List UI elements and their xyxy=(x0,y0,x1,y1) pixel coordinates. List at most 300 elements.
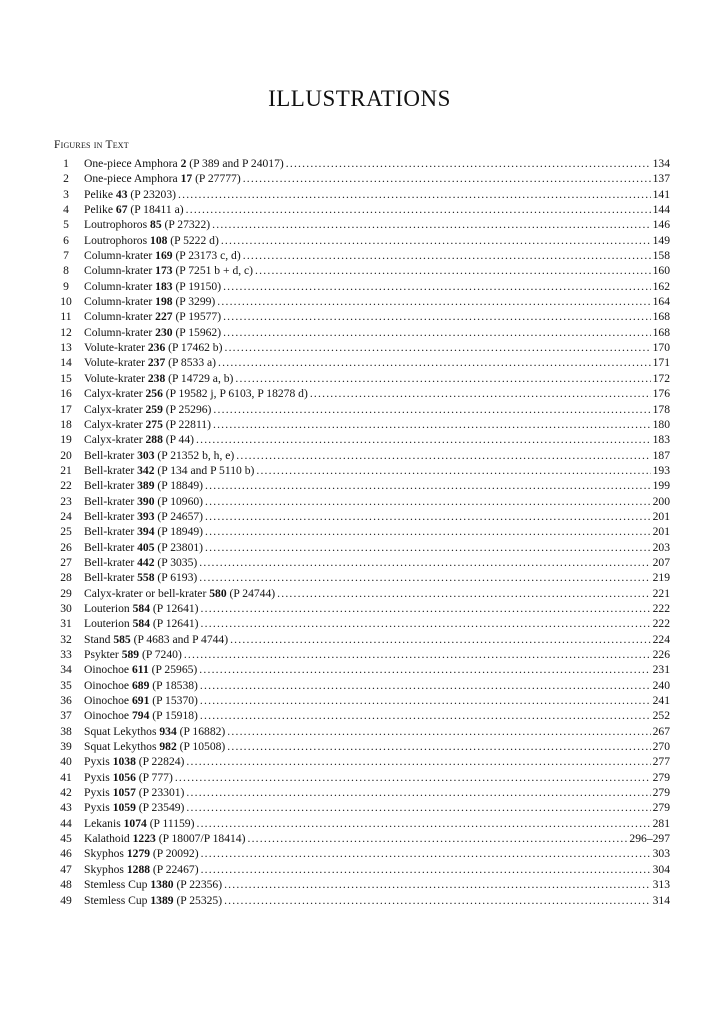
figure-number: 6 xyxy=(63,233,69,247)
dot-leader xyxy=(186,800,650,815)
vase-type: Louterion xyxy=(84,617,133,631)
figure-caption xyxy=(78,309,221,324)
inventory-number: (P 23301) xyxy=(135,786,185,800)
inventory-number: (P 19577) xyxy=(172,310,222,324)
catalogue-number: 1279 xyxy=(126,847,151,861)
page-number: 162 xyxy=(652,279,670,293)
dot-leader xyxy=(224,893,651,908)
figure-number: 29 xyxy=(60,586,72,600)
figure-caption xyxy=(78,371,233,386)
list-item xyxy=(54,340,670,355)
vase-type: Volute-krater xyxy=(84,371,148,385)
list-item xyxy=(54,739,670,754)
catalogue-number: 584 xyxy=(132,617,151,631)
dot-leader xyxy=(255,263,651,278)
figure-caption xyxy=(78,417,211,432)
page-number: 141 xyxy=(652,187,670,201)
dot-leader xyxy=(201,846,651,861)
inventory-number: (P 7251 b + d, c) xyxy=(172,264,254,278)
vase-type: Bell-krater xyxy=(84,494,138,508)
page-number: 270 xyxy=(652,740,670,754)
list-item xyxy=(54,325,670,340)
list-item xyxy=(54,187,670,202)
page-number: 207 xyxy=(652,555,670,569)
list-item xyxy=(54,877,670,892)
figure-caption xyxy=(78,448,234,463)
inventory-number: (P 21352 b, h, e) xyxy=(154,448,235,462)
vase-type: Skyphos xyxy=(84,862,127,876)
list-item xyxy=(54,263,670,278)
vase-type: One-piece Amphora xyxy=(84,172,181,186)
dot-leader xyxy=(205,540,651,555)
page-number: 313 xyxy=(652,878,670,892)
list-item xyxy=(54,171,670,186)
page-number: 144 xyxy=(652,203,670,217)
vase-type: Pyxis xyxy=(84,786,113,800)
figure-number: 35 xyxy=(60,678,72,692)
vase-type: Bell-krater xyxy=(84,540,138,554)
catalogue-number: 390 xyxy=(137,494,155,508)
catalogue-number: 1059 xyxy=(112,801,136,815)
catalogue-number: 17 xyxy=(180,172,193,186)
catalogue-number: 934 xyxy=(159,724,177,738)
catalogue-number: 389 xyxy=(137,479,155,493)
page-number: 158 xyxy=(652,249,670,263)
inventory-number: (P 18007/P 18414) xyxy=(155,832,246,846)
vase-type: Column-krater xyxy=(84,310,156,324)
list-item xyxy=(54,448,670,463)
page-number: 279 xyxy=(652,786,670,800)
catalogue-number: 982 xyxy=(159,740,177,754)
vase-type: Oinochoe xyxy=(84,709,132,723)
dot-leader xyxy=(224,340,650,355)
list-item xyxy=(54,279,670,294)
list-item xyxy=(54,524,670,539)
figure-number: 30 xyxy=(60,601,72,615)
page-number: 168 xyxy=(652,325,670,339)
page-number: 222 xyxy=(652,617,670,631)
figure-number: 46 xyxy=(60,847,72,861)
figure-number: 2 xyxy=(63,172,69,186)
catalogue-number: 580 xyxy=(209,586,227,600)
figure-number: 48 xyxy=(60,878,72,892)
figure-caption xyxy=(78,678,198,693)
figure-number: 31 xyxy=(60,617,72,631)
figure-caption xyxy=(78,831,245,846)
vase-type: Bell-krater xyxy=(84,509,138,523)
figure-number: 9 xyxy=(63,279,69,293)
list-item xyxy=(54,616,670,631)
figure-caption xyxy=(78,601,199,616)
list-item xyxy=(54,417,670,432)
page-number: 296–297 xyxy=(629,832,670,846)
page-number: 314 xyxy=(652,893,670,907)
list-item xyxy=(54,601,670,616)
figure-number: 4 xyxy=(63,203,69,217)
page-number: 178 xyxy=(652,402,670,416)
inventory-number: (P 16882) xyxy=(176,724,226,738)
dot-leader xyxy=(227,724,650,739)
figure-number: 33 xyxy=(60,648,72,661)
page-number: 149 xyxy=(652,233,670,247)
figure-caption xyxy=(78,739,225,754)
figure-caption xyxy=(78,248,241,263)
inventory-number: (P 18411 a) xyxy=(127,203,184,217)
figure-number: 19 xyxy=(60,433,72,447)
dot-leader xyxy=(199,555,650,570)
page-number: 187 xyxy=(652,448,670,462)
figure-number: 8 xyxy=(63,264,69,278)
vase-type: Stemless Cup xyxy=(84,893,151,907)
catalogue-number: 108 xyxy=(150,233,168,247)
figure-number: 41 xyxy=(60,770,72,784)
figure-number: 7 xyxy=(63,249,69,263)
catalogue-number: 585 xyxy=(113,632,131,646)
figure-number: 21 xyxy=(60,463,72,477)
catalogue-number: 1057 xyxy=(112,786,136,800)
page-number: 222 xyxy=(652,601,670,615)
dot-leader xyxy=(224,877,651,892)
figure-caption xyxy=(78,877,222,892)
vase-type: Bell-krater xyxy=(84,555,138,569)
page-number: 176 xyxy=(652,387,670,401)
page-number: 170 xyxy=(652,341,670,355)
list-item xyxy=(54,586,670,601)
page-number: 134 xyxy=(652,157,670,170)
dot-leader xyxy=(212,217,650,232)
dot-leader xyxy=(200,678,651,693)
dot-leader xyxy=(178,187,651,202)
figure-caption xyxy=(78,432,194,447)
vase-type: Squat Lekythos xyxy=(84,724,160,738)
inventory-number: (P 4683 and P 4744) xyxy=(130,632,229,646)
page-number: 240 xyxy=(652,678,670,692)
dot-leader xyxy=(247,831,627,846)
vase-type: Column-krater xyxy=(84,279,156,293)
figure-caption xyxy=(78,478,203,493)
catalogue-number: 237 xyxy=(147,356,166,370)
catalogue-number: 1074 xyxy=(123,816,147,830)
figure-number: 24 xyxy=(60,509,72,523)
list-item xyxy=(54,754,670,769)
vase-type: Column-krater xyxy=(84,249,156,263)
figure-number: 10 xyxy=(60,295,72,309)
catalogue-number: 183 xyxy=(155,279,173,293)
inventory-number: (P 22824) xyxy=(135,755,185,769)
catalogue-number: 238 xyxy=(147,371,166,385)
inventory-number: (P 22811) xyxy=(162,417,211,431)
page-number: 183 xyxy=(652,433,670,447)
catalogue-number: 393 xyxy=(137,509,155,523)
vase-type: Loutrophoros xyxy=(84,233,151,247)
dot-leader xyxy=(243,248,651,263)
list-item xyxy=(54,893,670,908)
inventory-number: (P 25325) xyxy=(173,893,223,907)
catalogue-number: 1288 xyxy=(126,862,151,876)
list-item xyxy=(54,662,670,677)
inventory-number: (P 134 and P 5110 b) xyxy=(154,463,255,477)
vase-type: Loutrophoros xyxy=(84,218,151,232)
list-item xyxy=(54,432,670,447)
list-item xyxy=(54,632,670,647)
vase-type: Calyx-krater or bell-krater xyxy=(84,586,210,600)
vase-type: Oinochoe xyxy=(84,663,132,677)
list-item xyxy=(54,478,670,493)
inventory-number: (P 3035) xyxy=(154,555,198,569)
page-number: 203 xyxy=(652,540,670,554)
figure-caption xyxy=(78,632,228,647)
dot-leader xyxy=(217,294,650,309)
list-item xyxy=(54,494,670,509)
figure-caption xyxy=(78,662,197,677)
figure-number: 40 xyxy=(60,755,72,769)
inventory-number: (P 12641) xyxy=(150,601,199,615)
dot-leader xyxy=(223,325,651,340)
figure-number: 44 xyxy=(60,816,72,830)
vase-type: Pelike xyxy=(84,203,116,217)
dot-leader xyxy=(218,355,651,370)
page-number: 267 xyxy=(652,724,670,738)
figure-caption xyxy=(78,785,184,800)
vase-type: Stemless Cup xyxy=(84,878,151,892)
page-number: 137 xyxy=(652,172,670,186)
vase-type: Kalathoid xyxy=(84,832,133,846)
figure-caption xyxy=(78,846,199,861)
figure-caption xyxy=(78,540,203,555)
figure-number: 17 xyxy=(60,402,72,416)
catalogue-number: 230 xyxy=(155,325,173,339)
page-number: 160 xyxy=(652,264,670,278)
figure-caption xyxy=(78,171,241,186)
figure-number: 12 xyxy=(60,325,72,339)
figure-number: 16 xyxy=(60,387,72,401)
list-item xyxy=(54,402,670,417)
catalogue-number: 611 xyxy=(131,663,149,677)
catalogue-number: 1056 xyxy=(112,770,136,784)
figure-caption xyxy=(78,156,284,171)
figure-number: 36 xyxy=(60,694,72,708)
figure-number: 25 xyxy=(60,525,72,539)
vase-type: Volute-krater xyxy=(84,356,148,370)
dot-leader xyxy=(236,448,650,463)
list-item xyxy=(54,708,670,723)
figure-caption xyxy=(78,616,199,631)
figure-number: 5 xyxy=(63,218,69,232)
inventory-number: (P 20092) xyxy=(150,847,199,861)
inventory-number: (P 3299) xyxy=(172,295,216,309)
dot-leader xyxy=(196,816,650,831)
page-number: 226 xyxy=(652,648,670,661)
vase-type: Pyxis xyxy=(84,801,113,815)
catalogue-number: 85 xyxy=(150,218,162,232)
vase-type: Bell-krater xyxy=(84,479,138,493)
figure-number: 1 xyxy=(63,157,69,170)
dot-leader xyxy=(256,463,650,478)
catalogue-number: 1389 xyxy=(150,893,174,907)
list-item xyxy=(54,156,670,171)
inventory-number: (P 27322) xyxy=(161,218,211,232)
catalogue-number: 589 xyxy=(121,648,140,661)
inventory-number: (P 18849) xyxy=(154,479,204,493)
page-number: 193 xyxy=(652,463,670,477)
page-number: 252 xyxy=(652,709,670,723)
page-number: 201 xyxy=(652,509,670,523)
figure-caption xyxy=(78,463,254,478)
figure-caption xyxy=(78,494,203,509)
figure-number: 23 xyxy=(60,494,72,508)
inventory-number: (P 23549) xyxy=(135,801,185,815)
figure-caption xyxy=(78,586,275,601)
page-number: 164 xyxy=(652,295,670,309)
catalogue-number: 691 xyxy=(131,694,150,708)
figure-number: 22 xyxy=(60,479,72,493)
page-number: 171 xyxy=(652,356,670,370)
catalogue-number: 1038 xyxy=(112,755,136,769)
list-item xyxy=(54,294,670,309)
dot-leader xyxy=(175,770,651,785)
figure-number: 3 xyxy=(63,187,69,201)
figure-caption xyxy=(78,647,182,662)
vase-type: Pyxis xyxy=(84,755,113,769)
list-item xyxy=(54,371,670,386)
catalogue-number: 227 xyxy=(155,310,173,324)
list-item xyxy=(54,202,670,217)
figure-number: 26 xyxy=(60,540,72,554)
list-item xyxy=(54,816,670,831)
figure-caption xyxy=(78,217,210,232)
vase-type: Calyx-krater xyxy=(84,433,146,447)
catalogue-number: 288 xyxy=(145,433,163,447)
vase-type: Column-krater xyxy=(84,295,156,309)
inventory-number: (P 22467) xyxy=(150,862,199,876)
page-number: 281 xyxy=(652,816,670,830)
figure-number: 45 xyxy=(60,832,72,846)
inventory-number: (P 19150) xyxy=(172,279,222,293)
figure-caption xyxy=(78,570,197,585)
vase-type: Skyphos xyxy=(84,847,127,861)
inventory-number: (P 44) xyxy=(162,433,195,447)
figure-number: 14 xyxy=(60,356,72,370)
list-item xyxy=(54,770,670,785)
figure-caption xyxy=(78,693,198,708)
figure-number: 37 xyxy=(60,709,72,723)
figure-caption xyxy=(78,386,308,401)
vase-type: Lekanis xyxy=(84,816,124,830)
inventory-number: (P 11159) xyxy=(146,816,195,830)
inventory-number: (P 6193) xyxy=(154,571,198,585)
figure-caption xyxy=(78,770,173,785)
vase-type: Squat Lekythos xyxy=(84,740,160,754)
catalogue-number: 794 xyxy=(131,709,150,723)
figure-caption xyxy=(78,509,203,524)
dot-leader xyxy=(213,417,651,432)
catalogue-number: 43 xyxy=(115,187,128,201)
vase-type: Column-krater xyxy=(84,325,156,339)
figure-number: 28 xyxy=(60,571,72,585)
dot-leader xyxy=(223,309,651,324)
dot-leader xyxy=(200,693,651,708)
figure-caption xyxy=(78,800,184,815)
figure-number: 39 xyxy=(60,740,72,754)
figure-caption xyxy=(78,524,203,539)
inventory-number: (P 27777) xyxy=(192,172,241,186)
page-title: ILLUSTRATIONS xyxy=(268,86,451,111)
dot-leader xyxy=(184,647,651,662)
vase-type: Column-krater xyxy=(84,264,156,278)
inventory-number: (P 15962) xyxy=(172,325,222,339)
list-item xyxy=(54,509,670,524)
dot-leader xyxy=(235,371,650,386)
inventory-number: (P 23801) xyxy=(154,540,204,554)
catalogue-number: 1223 xyxy=(132,832,156,846)
dot-leader xyxy=(221,233,651,248)
figure-caption xyxy=(78,233,219,248)
catalogue-number: 689 xyxy=(131,678,150,692)
page-number: 180 xyxy=(652,417,670,431)
inventory-number: (P 17462 b) xyxy=(165,341,223,355)
catalogue-number: 342 xyxy=(137,463,155,477)
catalogue-number: 303 xyxy=(137,448,155,462)
page-number: 200 xyxy=(652,494,670,508)
inventory-number: (P 10508) xyxy=(176,740,226,754)
inventory-number: (P 15918) xyxy=(149,709,198,723)
catalogue-number: 169 xyxy=(155,249,173,263)
inventory-number: (P 389 and P 24017) xyxy=(186,157,284,170)
inventory-number: (P 18949) xyxy=(154,525,204,539)
inventory-number: (P 19582 j, P 6103, P 18278 d) xyxy=(162,387,308,401)
vase-type: Louterion xyxy=(84,601,133,615)
figure-caption xyxy=(78,402,211,417)
list-item xyxy=(54,846,670,861)
page-number: 279 xyxy=(652,770,670,784)
figure-number: 20 xyxy=(60,448,72,462)
inventory-number: (P 5222 d) xyxy=(167,233,219,247)
list-item xyxy=(54,217,670,232)
figure-caption xyxy=(78,325,221,340)
list-item xyxy=(54,724,670,739)
figure-number: 18 xyxy=(60,417,72,431)
inventory-number: (P 18538) xyxy=(149,678,198,692)
section-heading: Figures in Text xyxy=(54,139,129,151)
vase-type: Bell-krater xyxy=(84,448,138,462)
catalogue-number: 2 xyxy=(180,157,187,170)
inventory-number: (P 14729 a, b) xyxy=(165,371,234,385)
page-number: 224 xyxy=(652,632,670,646)
inventory-number: (P 25965) xyxy=(148,663,198,677)
page-number: 304 xyxy=(652,862,670,876)
vase-type: Oinochoe xyxy=(84,678,132,692)
figure-number: 15 xyxy=(60,371,72,385)
inventory-number: (P 777) xyxy=(135,770,173,784)
list-item xyxy=(54,309,670,324)
list-item xyxy=(54,693,670,708)
list-item xyxy=(54,678,670,693)
catalogue-number: 67 xyxy=(115,203,128,217)
inventory-number: (P 24744) xyxy=(226,586,276,600)
dot-leader xyxy=(205,494,651,509)
vase-type: Volute-krater xyxy=(84,341,148,355)
dot-leader xyxy=(205,524,651,539)
figure-caption xyxy=(78,816,194,831)
catalogue-number: 442 xyxy=(137,555,155,569)
dot-leader xyxy=(230,632,651,647)
inventory-number: (P 8533 a) xyxy=(165,356,217,370)
list-item xyxy=(54,355,670,370)
dot-leader xyxy=(196,432,651,447)
dot-leader xyxy=(223,279,651,294)
figure-number: 13 xyxy=(60,341,72,355)
figure-caption xyxy=(78,893,222,908)
